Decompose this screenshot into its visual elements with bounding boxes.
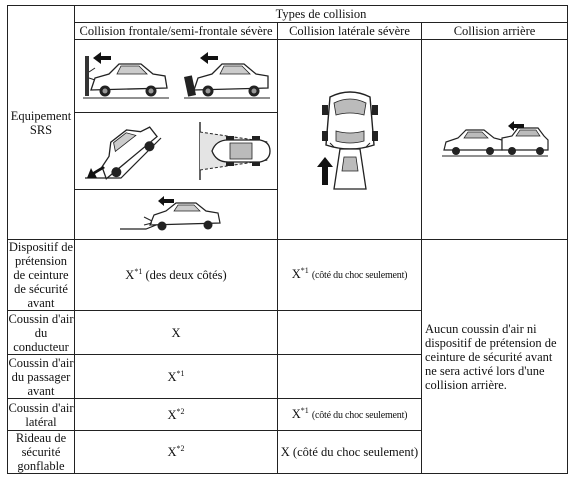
collision-types-header: Types de collision: [75, 6, 568, 23]
row-label-passenger-airbag: Coussin d'air du passager avant: [8, 355, 74, 398]
offset-crash-illustration: [81, 118, 171, 184]
front-cell-curtain-airbag: [75, 431, 278, 474]
srs-label-text: Equipement SRS: [10, 108, 72, 137]
srs-equipment-label: [8, 6, 75, 240]
side-cell-driver-airbag: [278, 311, 422, 355]
side-cell-curtain-airbag: [278, 431, 422, 474]
row-label-seatbelt-pretensioner: Dispositif de prétension de ceinture de sécurité avant: [8, 240, 74, 310]
mark-x: X: [171, 325, 181, 340]
front-collision-image-2: [75, 113, 278, 190]
front-cell-driver-airbag: [75, 311, 278, 355]
front-cell-seatbelt: [75, 240, 278, 311]
side-cell-seatbelt: [278, 240, 422, 311]
footnote-mark: *1: [300, 405, 309, 415]
footnote-mark: *2: [176, 443, 185, 453]
mark-x: X: [167, 407, 177, 422]
side-cell-passenger-airbag: [278, 355, 422, 399]
front-collision-image-3: [75, 190, 278, 240]
rear-collision-note: Aucun coussin d'air ni dispositif de prétension de ceinture de sécurité avant ne sera activé lors d'une collision arrière.: [422, 240, 568, 474]
mark-x: X: [167, 369, 177, 384]
mark-x: X: [291, 267, 301, 281]
angled-frontal-crash-illustration: [182, 118, 272, 184]
front-cell-side-airbag: [75, 399, 278, 431]
side-cell-side-airbag: [278, 399, 422, 431]
cell-note: (côté du choc seulement): [311, 270, 408, 281]
rear-collision-image: [422, 40, 568, 240]
cell-note: (côté du choc seulement): [292, 445, 419, 459]
rear-crash-illustration: [440, 120, 550, 160]
front-collision-image-1: [75, 40, 278, 113]
row-label-curtain-airbag: Rideau de sécurité gonflable: [8, 431, 75, 474]
cell-note: (des deux côtés): [145, 268, 227, 282]
underride-crash-illustration: [116, 195, 236, 235]
footnote-mark: *2: [176, 406, 185, 416]
footnote-mark: *1: [300, 265, 309, 275]
rear-collision-header: Collision arrière: [422, 23, 568, 40]
front-cell-passenger-airbag: [75, 355, 278, 399]
side-collision-header: Collision latérale sévère: [278, 23, 422, 40]
cell-note: (côté du choc seulement): [311, 409, 408, 421]
side-collision-image: [278, 40, 422, 240]
collision-table: [7, 5, 568, 474]
footnote-mark: *1: [176, 368, 185, 378]
row-label-side-airbag: Coussin d'air latéral: [8, 400, 74, 429]
mark-x: X: [291, 406, 301, 421]
front-collision-header: Collision frontale/semi-frontale sévère: [75, 23, 278, 40]
row-label-driver-airbag: Coussin d'air du conducteur: [8, 311, 74, 354]
footnote-mark: *1: [134, 266, 143, 276]
frontal-crash-illustration: [81, 46, 171, 106]
mark-x: X: [167, 445, 177, 459]
semi-frontal-crash-illustration: [182, 46, 272, 106]
side-crash-illustration: [300, 85, 400, 195]
mark-x: X: [125, 268, 135, 282]
mark-x: X: [280, 445, 290, 459]
